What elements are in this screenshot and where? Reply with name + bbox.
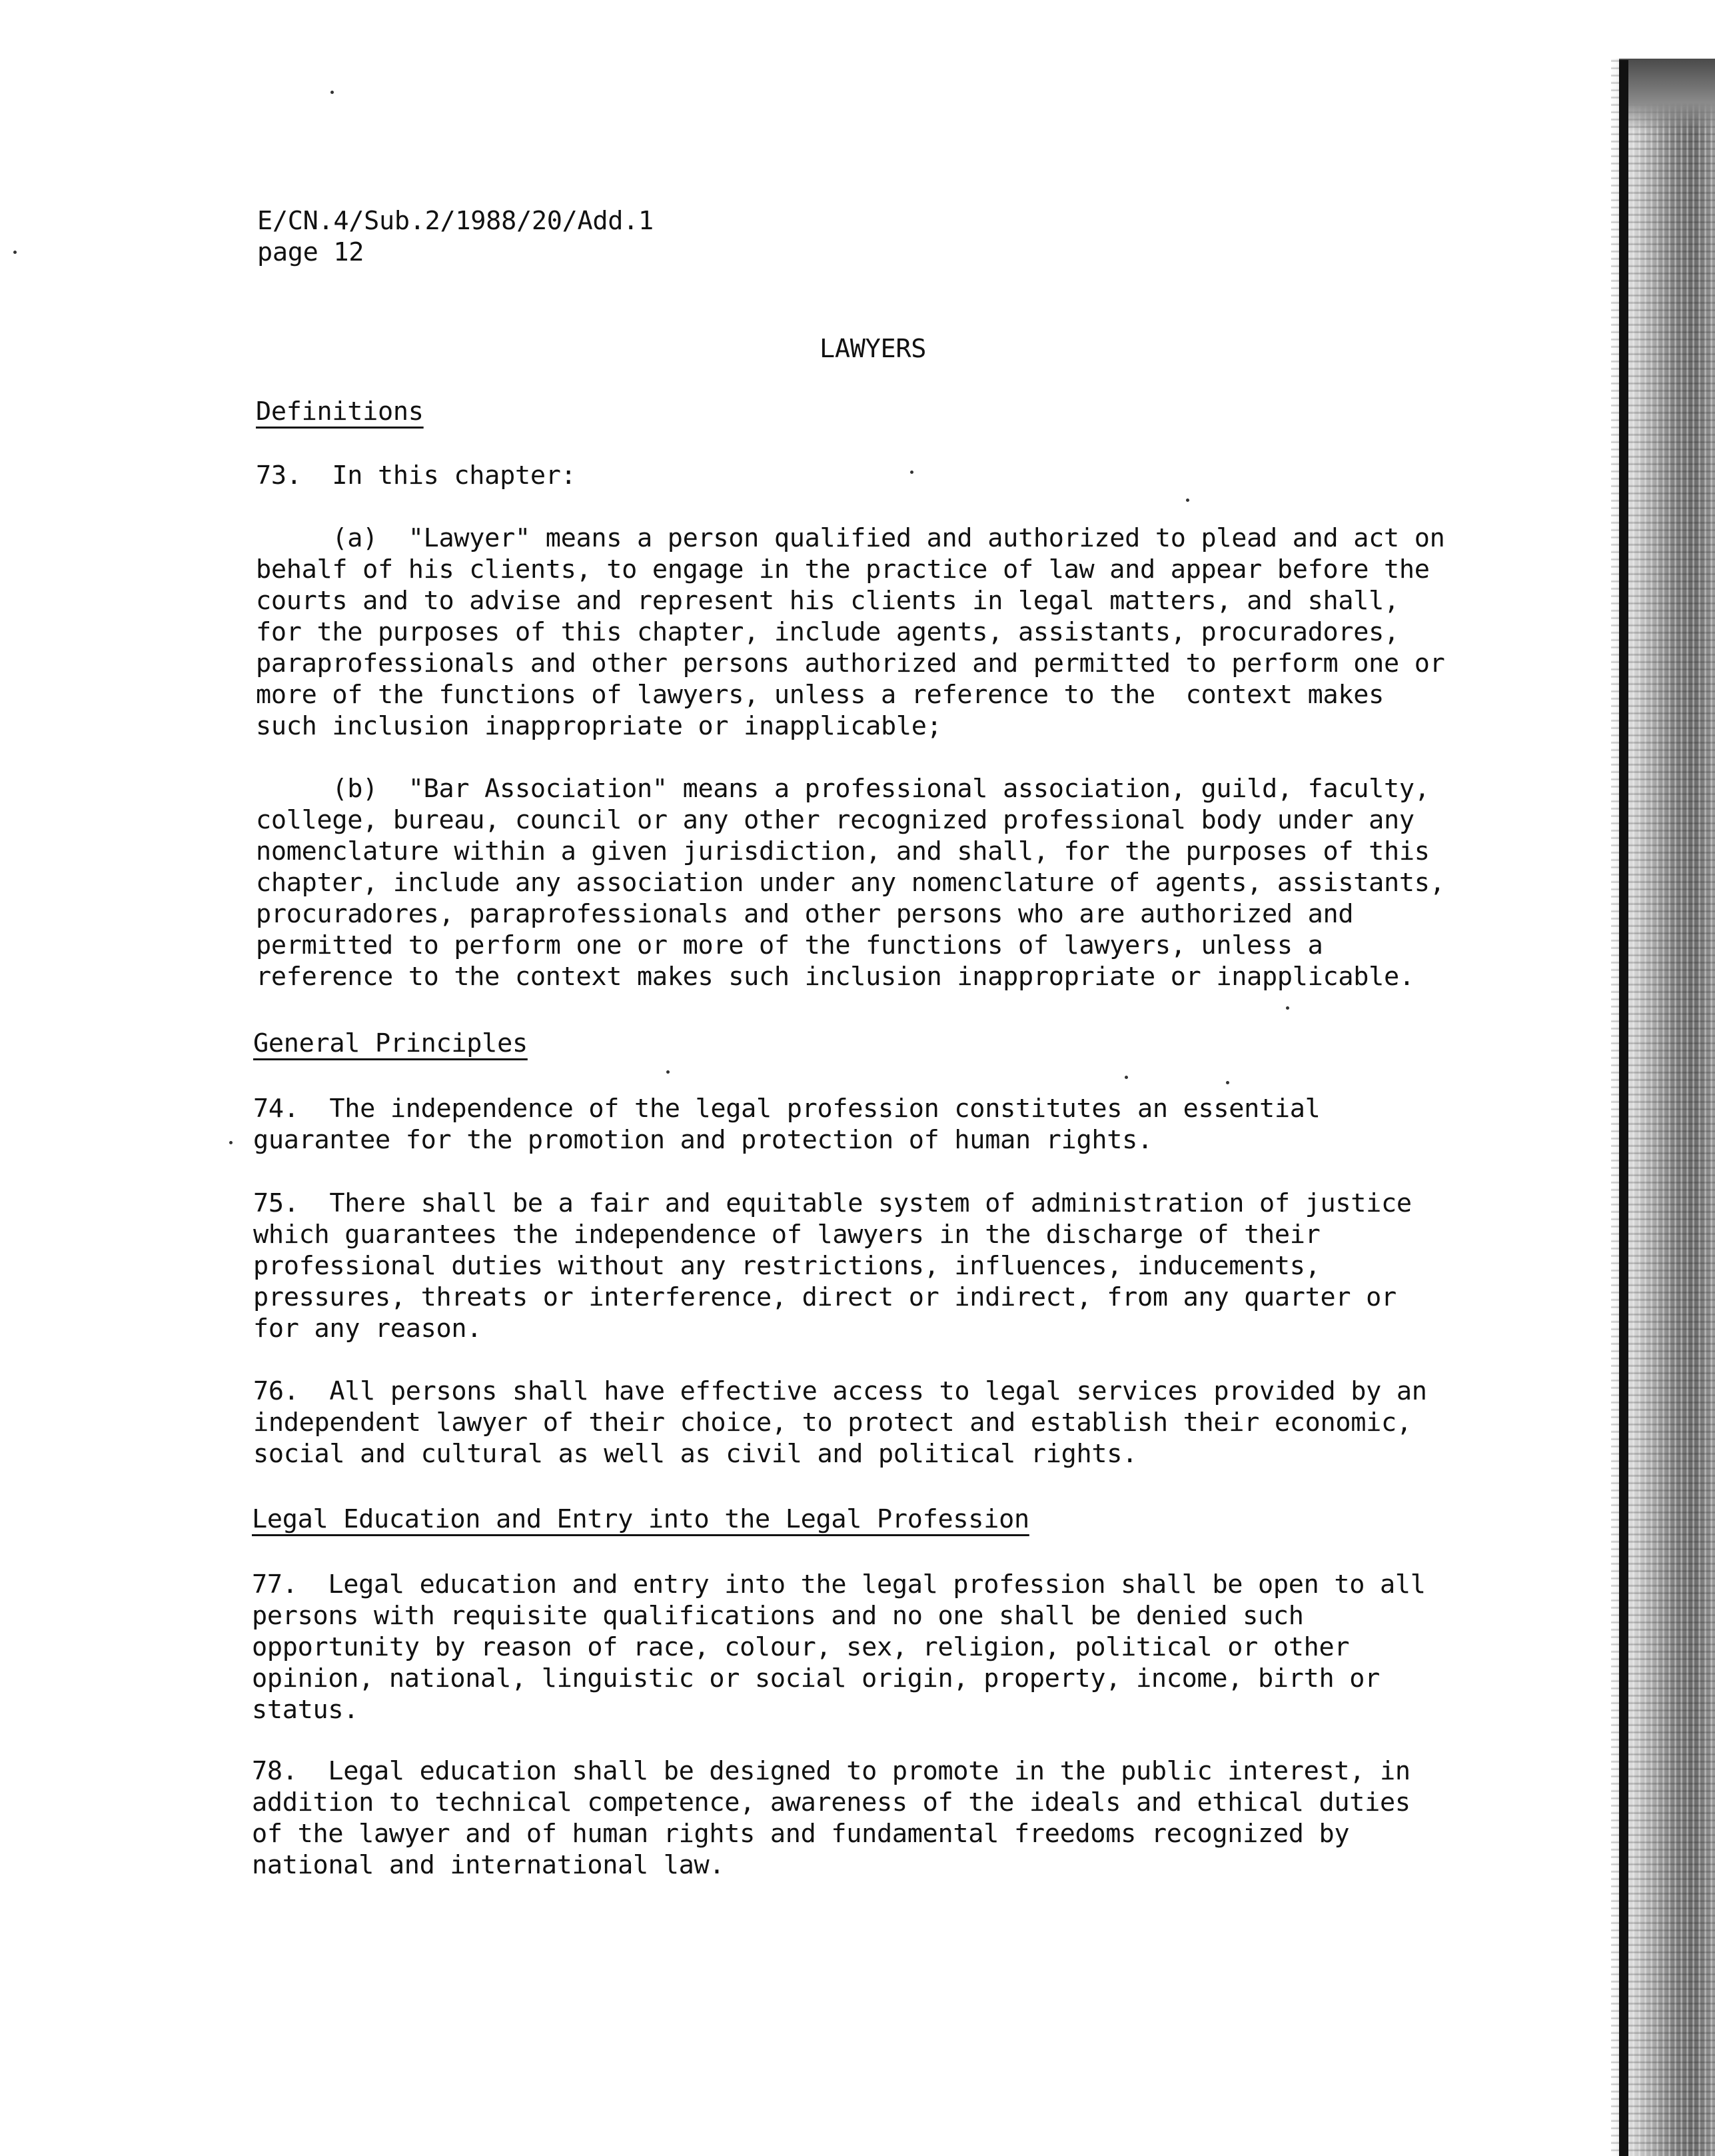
scan-speck (666, 1070, 670, 1074)
scan-speck (1226, 1081, 1229, 1084)
heading-definitions: Definitions (256, 397, 424, 427)
page-number: page 12 (257, 237, 364, 267)
scan-speck (1125, 1076, 1128, 1079)
document-header (257, 205, 654, 268)
paragraph-77: 77. Legal education and entry into the legal profession shall be open to all persons with requisite qualifications and no one shall be denied such opportunity by reason of race, colour, sex, religion, political or other opinion, national, linguistic or social origin, property, income, birth or status. (252, 1570, 1426, 1725)
scan-speck (1186, 499, 1189, 502)
document-symbol: E/CN.4/Sub.2/1988/20/Add.1 (257, 206, 654, 236)
paragraph-74: 74. The independence of the legal profession constitutes an essential guarantee for the promotion and protection of human rights. (253, 1094, 1321, 1155)
heading-general-principles: General Principles (253, 1028, 528, 1058)
scan-binding-line (1619, 60, 1628, 2156)
scan-binding-top (1619, 59, 1715, 132)
scan-speck (13, 251, 17, 254)
paragraph-75: 75. There shall be a fair and equitable system of administration of justice which guarantees the independence of lawyers in the discharge of their professional duties without any restrictions, influences, inducements, pressures, threats or interference, direct or indirect, from any quarter or for any reason. (253, 1188, 1412, 1344)
page-title: LAWYERS (820, 334, 927, 364)
scan-speck (1286, 1006, 1289, 1010)
scan-speck (229, 1141, 233, 1144)
paragraph-73a: (a) "Lawyer" means a person qualified and authorized to plead and act on behalf of his clients, to engage in the practice of law and appear before the courts and to advise and represent his clients in legal matters, and shall, for the purposes of this chapter, include agents, assistants, procuradores, paraprofessionals and other persons authorized and permitted to perform one or more of the functions of lawyers, unless a reference to the context makes such inclusion inappropriate or inapplicable; (256, 523, 1445, 741)
scan-speck (910, 471, 913, 474)
paragraph-73: 73. In this chapter: (256, 461, 576, 491)
paragraph-76: 76. All persons shall have effective access to legal services provided by an independent lawyer of their choice, to protect and establish their economic, social and cultural as well as civil and political rights. (253, 1376, 1427, 1469)
scan-speck (330, 91, 334, 94)
paragraph-73b: (b) "Bar Association" means a professional association, guild, faculty, college, bureau, council or any other recognized professional body under any nomenclature within a given jurisdiction, and shall, for the purposes of this chapter, include any association under any nomenclature of agents, assistants, procuradores, paraprofessionals and other persons who are authorized and permitted to perform one or more of the functions of lawyers, unless a reference to the context makes such inclusion inappropriate or inapplicable. (256, 774, 1445, 992)
heading-legal-education: Legal Education and Entry into the Legal Profession (252, 1504, 1029, 1534)
paragraph-78: 78. Legal education shall be designed to promote in the public interest, in addition to technical competence, awareness of the ideals and ethical duties of the lawyer and of human rights and fundamental freedoms recognized by national and international law. (252, 1756, 1411, 1880)
